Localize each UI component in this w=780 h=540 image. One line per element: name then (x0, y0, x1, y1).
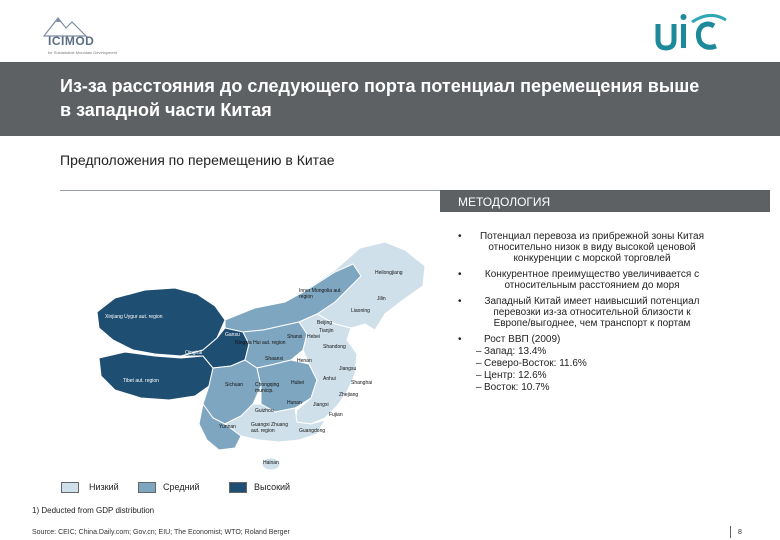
methodology-bullets (456, 231, 708, 394)
province-label: Hainan (263, 460, 279, 466)
methodology-divider (60, 190, 440, 191)
bullet-text: Рост ВВП (2009) (484, 334, 561, 345)
province-label: Jiangxi (313, 402, 329, 408)
gdp-item: – Восток: 10.7% (476, 382, 550, 393)
bullet-item: • Потенциал перевоза из прибрежной зоны Китая относительно низок в виду высокой ценовой конкуренции с морской торговлей (456, 231, 708, 264)
legend-medium-label: Средний (163, 482, 200, 492)
province-label: Liaoning (351, 308, 370, 314)
province-label: Beijing (317, 320, 333, 326)
icimod-logo-subtext: for Sustainable Mountain Development (48, 50, 117, 55)
bullet-item: • Рост ВВП (2009) (456, 334, 708, 345)
icimod-logo (34, 14, 117, 55)
footnote: 1) Deducted from GDP distribution (32, 506, 155, 515)
province-label: Gansu (225, 332, 240, 338)
province-label: Jilin (377, 296, 386, 302)
gdp-item: – Запад: 13.4% (476, 346, 547, 357)
page-subtitle: Предположения по перемещению в Китае (60, 152, 335, 168)
province-label: Shanghai (351, 380, 373, 386)
bullet-text: Потенциал перевоза из прибрежной зоны Китая относительно низок в виду высокой ценовой конкуренции с морской торговлей (479, 231, 704, 264)
province-label: Chongqing municip. (255, 382, 280, 394)
province-label: Guangxi Zhuang aut. region (251, 422, 288, 434)
province-label: Shaanxi (265, 356, 284, 362)
uic-logo-text (652, 10, 653, 11)
legend-medium-swatch (138, 482, 156, 493)
province-label: Shandong (323, 344, 346, 350)
province-label: Hunan (287, 400, 302, 406)
gdp-text: Центр: 12.6% (484, 370, 547, 381)
map-region-xinjiang (97, 288, 225, 356)
bullet-item: • Западный Китай имеет наивысший потенциал перевозки из-за относительной близости к Европе/выгоднее, чем транспорт к портам (456, 296, 708, 329)
page-title: Из-за расстояния до следующего порта потенциал перемещения выше в западной части Китая (60, 76, 700, 120)
province-label: Anhui (323, 376, 336, 382)
province-label: Sichuan (225, 382, 244, 388)
page-number: 8 (738, 529, 742, 536)
province-label: Henan (297, 358, 312, 364)
icimod-logo-text: ICIMOD (48, 34, 95, 48)
gdp-item: – Северо-Восток: 11.6% (476, 358, 587, 369)
province-label: Hebei (307, 334, 321, 340)
province-label: Guizhou (255, 408, 274, 414)
province-label: Xinjiang Uygur aut. region (105, 314, 163, 320)
legend-low-swatch (61, 482, 79, 493)
methodology-label: МЕТОДОЛОГИЯ (458, 195, 551, 209)
bullet-text: Западный Китай имеет наивысший потенциал перевозки из-за относительной близости к Европе/выгоднее, чем транспорт к портам (484, 296, 700, 329)
province-label: Ningxia Hui aut. region (235, 340, 286, 346)
province-label: Heilongjiang (375, 270, 403, 276)
legend-high-swatch (229, 482, 247, 493)
province-label: Inner Mongolia aut. region (299, 288, 342, 300)
province-label: Zhejiang (339, 392, 359, 398)
gdp-text: Северо-Восток: 11.6% (484, 358, 587, 369)
gdp-text: Восток: 10.7% (484, 382, 550, 393)
uic-logo (652, 10, 732, 56)
source-note: Source: CEIC; China.Daily.com; Gov.cn; EIU; The Economist; WTO; Roland Berger (32, 529, 290, 536)
legend-low-label: Низкий (89, 482, 119, 492)
province-label: Shanxi (287, 334, 303, 340)
province-label: Jiangsu (339, 366, 357, 372)
china-map (85, 228, 445, 478)
province-label: Qinghai (185, 350, 203, 356)
china-map-graphic (85, 228, 445, 478)
province-label: Tianjin (319, 328, 334, 334)
gdp-text: Запад: 13.4% (484, 346, 547, 357)
province-label: Yunnan (219, 424, 236, 430)
province-label: Tibet aut. region (123, 378, 159, 384)
gdp-item: – Центр: 12.6% (476, 370, 547, 381)
province-label: Guangdong (299, 428, 326, 434)
page-number-divider (730, 526, 731, 538)
province-label: Fujian (329, 412, 343, 418)
uic-logo-icon (652, 10, 732, 56)
map-region-tibet (99, 352, 213, 400)
legend-high-label: Высокий (254, 482, 291, 492)
province-label: Hubei (291, 380, 305, 386)
bullet-text: Конкурентное преимущество увеличивается с относительным расстоянием до моря (484, 269, 700, 291)
bullet-item: • Конкурентное преимущество увеличивается с относительным расстоянием до моря (456, 269, 708, 291)
